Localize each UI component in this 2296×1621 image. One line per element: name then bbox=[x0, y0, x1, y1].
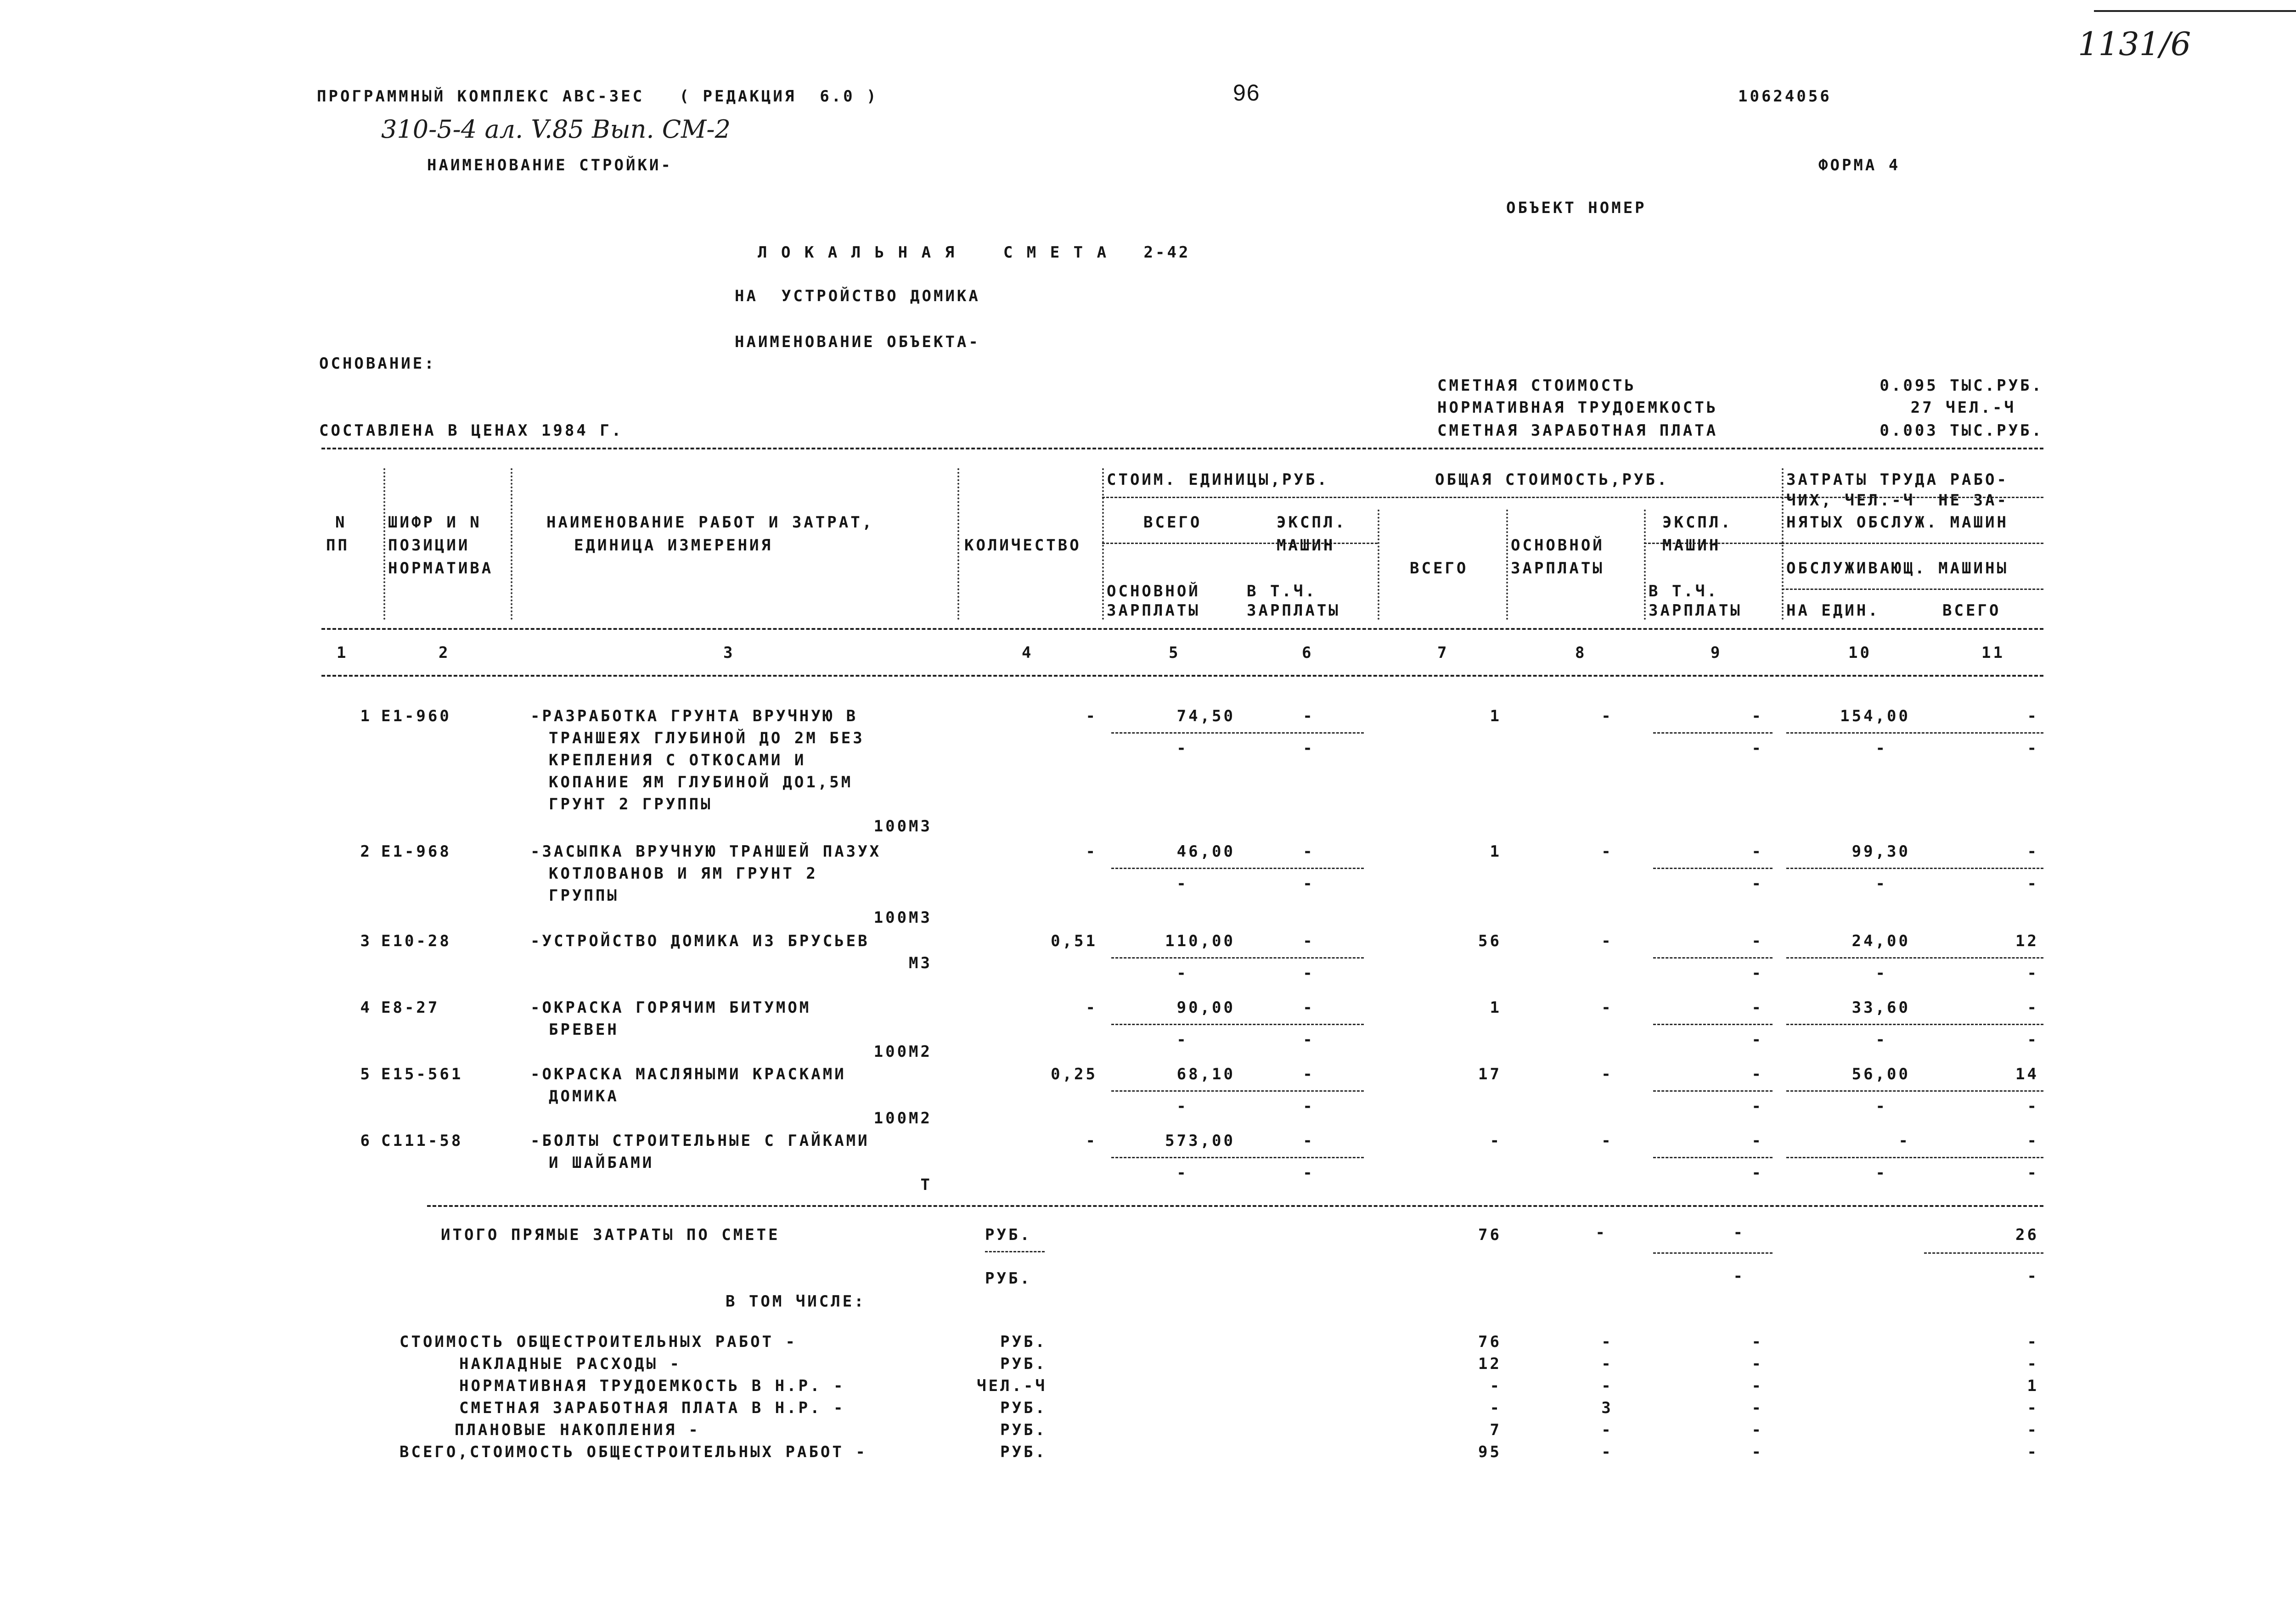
col-code-1: ШИФР И N bbox=[388, 513, 482, 532]
breakdown-labor: - bbox=[2027, 1355, 2039, 1373]
row-number: 2 bbox=[360, 842, 372, 861]
row-total-wage: - bbox=[1601, 998, 1613, 1017]
totals-labor-2: - bbox=[2027, 1267, 2039, 1285]
col-unit-total: ВСЕГО bbox=[1143, 513, 1202, 532]
summary-value-cost: 0.095 ТЫС.РУБ. bbox=[1880, 376, 2043, 395]
summary-label-labor: НОРМАТИВНАЯ ТРУДОЕМКОСТЬ bbox=[1437, 398, 1718, 417]
numbering-bottom-rule bbox=[321, 675, 2043, 677]
col-total-cost: ОБЩАЯ СТОИМОСТЬ,РУБ. bbox=[1435, 471, 1669, 489]
breakdown-machines: - bbox=[1751, 1333, 1763, 1351]
row-name-line: КОПАНИЕ ЯМ ГЛУБИНОЙ ДО1,5М bbox=[549, 773, 853, 791]
row-name-line: БРЕВЕН bbox=[549, 1021, 619, 1039]
row-total-machines-wage: - bbox=[1751, 1164, 1763, 1182]
row-number: 5 bbox=[360, 1065, 372, 1083]
col-number: 6 bbox=[1302, 644, 1314, 662]
row-unit-rule bbox=[1111, 1024, 1364, 1025]
row-unit-price-wage: - bbox=[1176, 1164, 1188, 1182]
row-unit: Т bbox=[920, 1176, 932, 1194]
row-code: Е10-28 bbox=[381, 932, 451, 950]
row-labor-unit-2: - bbox=[1875, 1097, 1887, 1116]
row-unit-rule bbox=[1111, 1090, 1364, 1092]
breakdown-wage: - bbox=[1601, 1443, 1613, 1461]
breakdown-labor: - bbox=[2027, 1333, 2039, 1351]
row-unit: 100М2 bbox=[873, 1043, 932, 1061]
row-unit-machines-wage: - bbox=[1303, 1097, 1315, 1116]
row-total-wage: - bbox=[1601, 842, 1613, 861]
row-unit-rule bbox=[1111, 868, 1364, 869]
col-number: 9 bbox=[1711, 644, 1722, 662]
row-quantity: - bbox=[1086, 1132, 1097, 1150]
breakdown-label: ВСЕГО,СТОИМОСТЬ ОБЩЕСТРОИТЕЛЬНЫХ РАБОТ - bbox=[400, 1443, 867, 1461]
row-unit-machines-wage: - bbox=[1303, 1031, 1315, 1049]
breakdown-wage: - bbox=[1601, 1355, 1613, 1373]
row-labor-unit-2: - bbox=[1875, 964, 1887, 982]
breakdown-total: - bbox=[1490, 1399, 1502, 1417]
row-unit-price: 46,00 bbox=[1176, 842, 1235, 861]
breakdown-total: 12 bbox=[1478, 1355, 1502, 1373]
col-unit-mach-1: ЭКСПЛ. bbox=[1277, 513, 1347, 532]
row-total-wage: - bbox=[1601, 932, 1613, 950]
row-unit-machines: - bbox=[1303, 932, 1315, 950]
row-quantity: - bbox=[1086, 998, 1097, 1017]
row-labor-total-2: - bbox=[2027, 1097, 2039, 1116]
row-unit-price-wage: - bbox=[1176, 1031, 1188, 1049]
handwritten-corner-number: 1131/6 bbox=[2078, 25, 2191, 63]
row-unit-machines: - bbox=[1303, 998, 1315, 1017]
totals-wage: - bbox=[1595, 1223, 1607, 1242]
row-name-line: ГРУППЫ bbox=[549, 886, 619, 905]
row-total: 1 bbox=[1490, 998, 1502, 1017]
row-unit-machines-wage: - bbox=[1303, 1164, 1315, 1182]
page-number: 96 bbox=[1233, 80, 1261, 106]
col-sep-7 bbox=[1644, 510, 1646, 620]
breakdown-machines: - bbox=[1751, 1355, 1763, 1373]
row-total-machines: - bbox=[1751, 998, 1763, 1017]
row-unit-price-wage: - bbox=[1176, 1097, 1188, 1116]
page-title: Л О К А Л Ь Н А Я С М Е Т А 2-42 bbox=[758, 243, 1191, 262]
row-unit-price-wage: - bbox=[1176, 964, 1188, 982]
row-total-rule bbox=[1653, 1024, 1773, 1025]
totals-unit-rule bbox=[985, 1251, 1045, 1252]
header-bottom-rule bbox=[321, 628, 2043, 630]
row-quantity: 0,25 bbox=[1051, 1065, 1097, 1083]
breakdown-total: 95 bbox=[1478, 1443, 1502, 1461]
col-sep-5 bbox=[1378, 510, 1379, 620]
breakdown-machines: - bbox=[1751, 1443, 1763, 1461]
row-unit-rule bbox=[1111, 732, 1364, 734]
col-total-incl-2: ЗАРПЛАТЫ bbox=[1649, 601, 1742, 620]
row-code: Е1-968 bbox=[381, 842, 451, 861]
row-labor-rule bbox=[1786, 1024, 2043, 1025]
row-number: 6 bbox=[360, 1132, 372, 1150]
breakdown-labor: - bbox=[2027, 1421, 2039, 1439]
col-unit-incl-1: В Т.Ч. bbox=[1247, 582, 1317, 600]
col-unit-incl-2: ЗАРПЛАТЫ bbox=[1247, 601, 1340, 620]
row-labor-rule bbox=[1786, 1157, 2043, 1158]
row-total-machines-wage: - bbox=[1751, 1031, 1763, 1049]
row-unit-price: 573,00 bbox=[1165, 1132, 1235, 1150]
breakdown-unit: РУБ. bbox=[1000, 1355, 1047, 1373]
breakdown-total: 7 bbox=[1490, 1421, 1502, 1439]
row-unit-price-wage: - bbox=[1176, 875, 1188, 893]
row-unit-machines: - bbox=[1303, 707, 1315, 725]
row-code: Е1-960 bbox=[381, 707, 451, 725]
row-labor-rule bbox=[1786, 868, 2043, 869]
row-unit-machines-wage: - bbox=[1303, 739, 1315, 757]
row-labor-total: - bbox=[2027, 707, 2039, 725]
row-name-line: -РАЗРАБОТКА ГРУНТА ВРУЧНУЮ В bbox=[530, 707, 858, 725]
row-labor-unit-2: - bbox=[1875, 1031, 1887, 1049]
col-labor-2: ЧИХ, ЧЕЛ.-Ч НЕ ЗА- bbox=[1786, 491, 2009, 510]
col-code-3: НОРМАТИВА bbox=[388, 559, 494, 578]
row-total-wage: - bbox=[1601, 707, 1613, 725]
col-number: 4 bbox=[1022, 644, 1034, 662]
col-unit-cost: СТОИМ. ЕДИНИЦЫ,РУБ. bbox=[1107, 471, 1329, 489]
breakdown-label: СТОИМОСТЬ ОБЩЕСТРОИТЕЛЬНЫХ РАБОТ - bbox=[400, 1333, 797, 1351]
row-unit-price: 110,00 bbox=[1165, 932, 1235, 950]
col-labor-4: ОБСЛУЖИВАЮЩ. МАШИНЫ bbox=[1786, 559, 2009, 578]
breakdown-unit: РУБ. bbox=[1000, 1443, 1047, 1461]
row-labor-total-2: - bbox=[2027, 1031, 2039, 1049]
construction-label: НАИМЕНОВАНИЕ СТРОЙКИ- bbox=[427, 156, 673, 174]
row-name-line: ТРАНШЕЯХ ГЛУБИНОЙ ДО 2М БЕЗ bbox=[549, 729, 865, 747]
breakdown-label: ПЛАНОВЫЕ НАКОПЛЕНИЯ - bbox=[455, 1421, 700, 1439]
col-total-mach-2: МАШИН bbox=[1662, 536, 1721, 555]
totals-labor-rule bbox=[1924, 1252, 2043, 1254]
row-unit-rule bbox=[1111, 1157, 1364, 1158]
breakdown-unit: РУБ. bbox=[1000, 1421, 1047, 1439]
header-subrule-labor bbox=[1782, 543, 2043, 544]
program-header: ПРОГРАММНЫЙ КОМПЛЕКС АВС-3ЕС ( РЕДАКЦИЯ 6.0 ) bbox=[317, 87, 878, 106]
row-unit: 100М2 bbox=[873, 1109, 932, 1127]
row-labor-total-2: - bbox=[2027, 739, 2039, 757]
row-name-line: КРЕПЛЕНИЯ С ОТКОСАМИ И bbox=[549, 751, 806, 769]
row-name-line: -ЗАСЫПКА ВРУЧНУЮ ТРАНШЕЙ ПАЗУХ bbox=[530, 842, 882, 861]
col-n-1: N bbox=[335, 513, 347, 532]
col-unit-mach-2: МАШИН bbox=[1277, 536, 1335, 555]
table-top-rule bbox=[321, 448, 2043, 449]
row-labor-total: 12 bbox=[2015, 932, 2039, 950]
basis-label: ОСНОВАНИЕ: bbox=[319, 354, 436, 373]
row-name-line: КОТЛОВАНОВ И ЯМ ГРУНТ 2 bbox=[549, 864, 818, 883]
row-total: 1 bbox=[1490, 842, 1502, 861]
row-total-machines: - bbox=[1751, 1132, 1763, 1150]
row-labor-unit: 24,00 bbox=[1851, 932, 1910, 950]
col-code-2: ПОЗИЦИИ bbox=[388, 536, 470, 555]
row-unit-price-wage: - bbox=[1176, 739, 1188, 757]
row-labor-total: - bbox=[2027, 842, 2039, 861]
row-total: 56 bbox=[1478, 932, 1502, 950]
col-number: 10 bbox=[1848, 644, 1872, 662]
col-sep-1 bbox=[383, 468, 385, 620]
row-number: 1 bbox=[360, 707, 372, 725]
totals-including: В ТОМ ЧИСЛЕ: bbox=[726, 1292, 866, 1311]
row-labor-unit-2: - bbox=[1875, 1164, 1887, 1182]
row-unit-rule bbox=[1111, 957, 1364, 959]
totals-unit: РУБ. bbox=[985, 1226, 1032, 1244]
row-total-rule bbox=[1653, 957, 1773, 959]
summary-value-wage: 0.003 ТЫС.РУБ. bbox=[1880, 421, 2043, 440]
row-labor-total-2: - bbox=[2027, 964, 2039, 982]
breakdown-wage: - bbox=[1601, 1421, 1613, 1439]
row-labor-total: - bbox=[2027, 998, 2039, 1017]
page-subtitle: НА УСТРОЙСТВО ДОМИКА bbox=[735, 287, 980, 305]
col-total-wage-1: ОСНОВНОЙ bbox=[1511, 536, 1604, 555]
col-name-2: ЕДИНИЦА ИЗМЕРЕНИЯ bbox=[574, 536, 773, 555]
object-number-label: ОБЪЕКТ НОМЕР bbox=[1506, 199, 1647, 217]
row-number: 4 bbox=[360, 998, 372, 1017]
breakdown-total: 76 bbox=[1478, 1333, 1502, 1351]
col-name-1: НАИМЕНОВАНИЕ РАБОТ И ЗАТРАТ, bbox=[546, 513, 874, 532]
header-subrule-unit bbox=[1102, 543, 1378, 544]
col-total-wage-2: ЗАРПЛАТЫ bbox=[1511, 559, 1604, 578]
col-number: 8 bbox=[1575, 644, 1587, 662]
row-unit-price: 90,00 bbox=[1176, 998, 1235, 1017]
totals-mach-rule bbox=[1653, 1252, 1773, 1254]
breakdown-labor: - bbox=[2027, 1443, 2039, 1461]
row-total-machines-wage: - bbox=[1751, 1097, 1763, 1116]
row-labor-unit-2: - bbox=[1875, 739, 1887, 757]
col-number: 5 bbox=[1169, 644, 1181, 662]
row-labor-unit: 154,00 bbox=[1840, 707, 1910, 725]
row-name-line: ДОМИКА bbox=[549, 1087, 619, 1105]
row-total-rule bbox=[1653, 868, 1773, 869]
col-number: 11 bbox=[1981, 644, 2005, 662]
col-number: 1 bbox=[337, 644, 349, 662]
col-labor-unit: НА ЕДИН. bbox=[1786, 601, 1880, 620]
row-total: 1 bbox=[1490, 707, 1502, 725]
row-unit: М3 bbox=[909, 954, 932, 972]
row-name-line: -ОКРАСКА ГОРЯЧИМ БИТУМОМ bbox=[530, 998, 811, 1017]
rows-bottom-rule bbox=[427, 1205, 2043, 1207]
row-code: Е8-27 bbox=[381, 998, 440, 1017]
row-unit: 100М3 bbox=[873, 909, 932, 927]
row-total: 17 bbox=[1478, 1065, 1502, 1083]
object-name-label: НАИМЕНОВАНИЕ ОБЪЕКТА- bbox=[735, 333, 980, 351]
row-total-rule bbox=[1653, 1090, 1773, 1092]
col-number: 3 bbox=[723, 644, 735, 662]
row-labor-total-2: - bbox=[2027, 875, 2039, 893]
corner-underline bbox=[2094, 10, 2296, 12]
row-total-machines: - bbox=[1751, 932, 1763, 950]
row-labor-unit: 56,00 bbox=[1851, 1065, 1910, 1083]
breakdown-wage: - bbox=[1601, 1377, 1613, 1395]
row-labor-unit: 99,30 bbox=[1851, 842, 1910, 861]
row-name-line: И ШАЙБАМИ bbox=[549, 1154, 654, 1172]
breakdown-wage: 3 bbox=[1601, 1399, 1613, 1417]
row-labor-rule bbox=[1786, 957, 2043, 959]
totals-mach: - bbox=[1733, 1223, 1745, 1242]
breakdown-wage: - bbox=[1601, 1333, 1613, 1351]
row-name-line: -БОЛТЫ СТРОИТЕЛЬНЫЕ С ГАЙКАМИ bbox=[530, 1132, 870, 1150]
row-labor-unit-2: - bbox=[1875, 875, 1887, 893]
row-total-machines: - bbox=[1751, 1065, 1763, 1083]
col-sep-4 bbox=[1102, 468, 1104, 620]
row-unit-machines: - bbox=[1303, 1065, 1315, 1083]
col-unit-wage-2: ЗАРПЛАТЫ bbox=[1107, 601, 1200, 620]
breakdown-labor: - bbox=[2027, 1399, 2039, 1417]
totals-mach-2: - bbox=[1733, 1267, 1745, 1285]
breakdown-label: НОРМАТИВНАЯ ТРУДОЕМКОСТЬ В Н.Р. - bbox=[459, 1377, 845, 1395]
row-quantity: - bbox=[1086, 842, 1097, 861]
row-total-machines-wage: - bbox=[1751, 739, 1763, 757]
col-sep-2 bbox=[511, 468, 512, 620]
breakdown-machines: - bbox=[1751, 1399, 1763, 1417]
row-unit-machines-wage: - bbox=[1303, 875, 1315, 893]
row-unit-price: 68,10 bbox=[1176, 1065, 1235, 1083]
form-label: ФОРМА 4 bbox=[1818, 156, 1901, 174]
col-total-all: ВСЕГО bbox=[1410, 559, 1469, 578]
prices-label: СОСТАВЛЕНА В ЦЕНАХ 1984 Г. bbox=[319, 421, 624, 440]
col-sep-6 bbox=[1506, 510, 1508, 620]
row-unit-machines: - bbox=[1303, 1132, 1315, 1150]
row-total-machines-wage: - bbox=[1751, 964, 1763, 982]
totals-unit-2: РУБ. bbox=[985, 1269, 1032, 1288]
row-labor-total: 14 bbox=[2015, 1065, 2039, 1083]
col-labor-1: ЗАТРАТЫ ТРУДА РАБО- bbox=[1786, 471, 2009, 489]
row-unit-price: 74,50 bbox=[1176, 707, 1235, 725]
col-labor-3: НЯТЫХ ОБСЛУЖ. МАШИН bbox=[1786, 513, 2009, 532]
col-total-mach-1: ЭКСПЛ. bbox=[1662, 513, 1733, 532]
summary-value-labor: 27 ЧЕЛ.-Ч bbox=[1910, 398, 2016, 417]
breakdown-labor: 1 bbox=[2027, 1377, 2039, 1395]
row-number: 3 bbox=[360, 932, 372, 950]
col-number: 7 bbox=[1437, 644, 1449, 662]
row-labor-total-2: - bbox=[2027, 1164, 2039, 1182]
row-code: Е15-561 bbox=[381, 1065, 463, 1083]
row-name-line: -УСТРОЙСТВО ДОМИКА ИЗ БРУСЬЕВ bbox=[530, 932, 870, 950]
row-total-wage: - bbox=[1601, 1065, 1613, 1083]
row-total: - bbox=[1490, 1132, 1502, 1150]
summary-label-wage: СМЕТНАЯ ЗАРАБОТНАЯ ПЛАТА bbox=[1437, 421, 1718, 440]
breakdown-machines: - bbox=[1751, 1421, 1763, 1439]
breakdown-unit: РУБ. bbox=[1000, 1333, 1047, 1351]
row-labor-total: - bbox=[2027, 1132, 2039, 1150]
breakdown-total: - bbox=[1490, 1377, 1502, 1395]
row-labor-rule bbox=[1786, 732, 2043, 734]
row-labor-rule bbox=[1786, 1090, 2043, 1092]
summary-label-cost: СМЕТНАЯ СТОИМОСТЬ bbox=[1437, 376, 1636, 395]
row-quantity: 0,51 bbox=[1051, 932, 1097, 950]
row-total-wage: - bbox=[1601, 1132, 1613, 1150]
breakdown-label: СМЕТНАЯ ЗАРАБОТНАЯ ПЛАТА В Н.Р. - bbox=[459, 1399, 845, 1417]
col-unit-wage-1: ОСНОВНОЙ bbox=[1107, 582, 1200, 600]
col-number: 2 bbox=[439, 644, 450, 662]
row-total-rule bbox=[1653, 1157, 1773, 1158]
row-unit-machines-wage: - bbox=[1303, 964, 1315, 982]
col-total-incl-1: В Т.Ч. bbox=[1649, 582, 1719, 600]
row-total-rule bbox=[1653, 732, 1773, 734]
row-name-line: ГРУНТ 2 ГРУППЫ bbox=[549, 795, 713, 813]
row-quantity: - bbox=[1086, 707, 1097, 725]
col-qty: КОЛИЧЕСТВО bbox=[964, 536, 1081, 555]
row-labor-unit: - bbox=[1898, 1132, 1910, 1150]
col-sep-8 bbox=[1782, 468, 1784, 620]
col-n-2: ПП bbox=[326, 536, 349, 555]
document-number: 10624056 bbox=[1738, 87, 1832, 106]
totals-label: ИТОГО ПРЯМЫЕ ЗАТРАТЫ ПО СМЕТЕ bbox=[441, 1226, 780, 1244]
row-name-line: -ОКРАСКА МАСЛЯНЫМИ КРАСКАМИ bbox=[530, 1065, 846, 1083]
breakdown-label: НАКЛАДНЫЕ РАСХОДЫ - bbox=[459, 1355, 681, 1373]
breakdown-unit: РУБ. bbox=[1000, 1399, 1047, 1417]
row-total-machines: - bbox=[1751, 707, 1763, 725]
header-subrule-labor2 bbox=[1782, 589, 2043, 590]
breakdown-machines: - bbox=[1751, 1377, 1763, 1395]
row-unit: 100М3 bbox=[873, 817, 932, 836]
row-labor-unit: 33,60 bbox=[1851, 998, 1910, 1017]
totals-labor: 26 bbox=[2015, 1226, 2039, 1244]
handwritten-code: 310-5-4 ал. V.85 Вып. СМ-2 bbox=[381, 115, 731, 144]
row-code: С111-58 bbox=[381, 1132, 463, 1150]
row-unit-machines: - bbox=[1303, 842, 1315, 861]
totals-total: 76 bbox=[1478, 1226, 1502, 1244]
row-total-machines-wage: - bbox=[1751, 875, 1763, 893]
breakdown-unit: ЧЕЛ.-Ч bbox=[977, 1377, 1047, 1395]
col-labor-total: ВСЕГО bbox=[1942, 601, 2001, 620]
row-total-machines: - bbox=[1751, 842, 1763, 861]
col-sep-3 bbox=[957, 468, 959, 620]
